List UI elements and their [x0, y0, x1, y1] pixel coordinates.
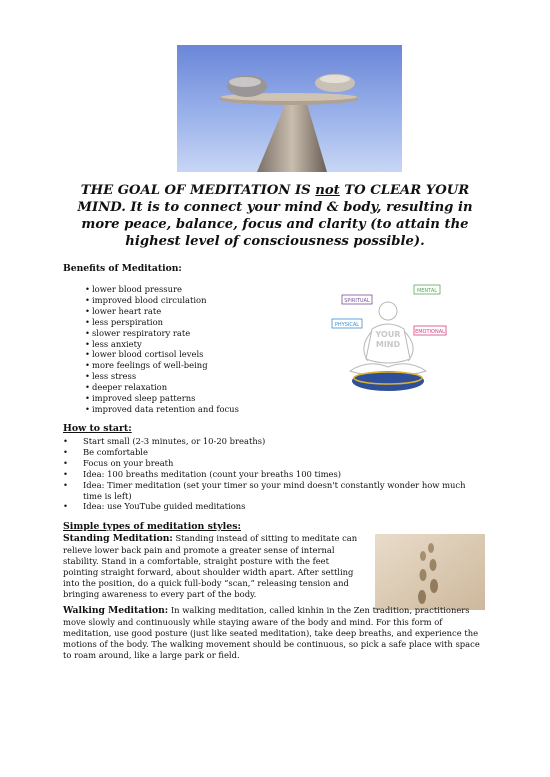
label-mental: MENTAL [416, 288, 438, 294]
meditation-figure-illustration [328, 281, 448, 399]
label-mind: MIND [375, 340, 401, 349]
emphasis-not: not [315, 183, 340, 198]
list-item: • more feelings of well-being [85, 360, 239, 371]
walking-meditation-paragraph: Walking Meditation: In walking meditation, called kinhin in the Zen tradition, practitioners move slowly and continuously while staying aware of the body and mind. For this form of meditation, use good posture (just like seated meditation), take deep breaths, and experience the motions of the body. The walking movement should be continuous, so pick a safe place with space to roam around, like a large park or field. [63, 605, 480, 660]
list-item: • Idea: 100 breaths meditation (count your breaths 100 times) [63, 469, 483, 480]
label-your: YOUR [375, 330, 401, 339]
list-item: • lower heart rate [85, 306, 239, 317]
list-item: • lower blood cortisol levels [85, 349, 239, 360]
benefits-list [85, 284, 239, 415]
list-item: • less anxiety [85, 339, 239, 350]
list-item: • improved sleep patterns [85, 393, 239, 404]
list-item: • Be comfortable [63, 447, 483, 458]
benefits-heading: Benefits of Meditation: [63, 263, 182, 274]
list-item: • Start small (2-3 minutes, or 10-20 breaths) [63, 436, 483, 447]
list-item: • Idea: use YouTube guided meditations [63, 501, 483, 512]
list-item: • deeper relaxation [85, 382, 239, 393]
list-item: • less stress [85, 371, 239, 382]
list-item: • Idea: Timer meditation (set your timer so your mind doesn't constantly wonder how much time is left) [63, 480, 483, 502]
list-item: • improved blood circulation [85, 295, 239, 306]
list-item: • slower respiratory rate [85, 328, 239, 339]
label-spiritual: SPIRITUAL [344, 298, 370, 304]
page-title: THE GOAL OF MEDITATION IS not TO CLEAR YOUR MIND. It is to connect your mind & body, resulting in more peace, balance, focus and clarity (to attain the highest level of consciousness possible). [77, 183, 473, 249]
list-item: • improved data retention and focus [85, 404, 239, 415]
label-physical: PHYSICAL [334, 322, 360, 328]
walking-meditation-title: Walking Meditation: [63, 605, 169, 616]
label-emotional: EMOTIONAL [415, 329, 445, 335]
standing-meditation-title: Standing Meditation: [63, 533, 173, 544]
footprints-in-sand-image [375, 534, 485, 610]
list-item: • less perspiration [85, 317, 239, 328]
list-item: • Focus on your breath [63, 458, 483, 469]
balanced-stones-image [177, 45, 402, 172]
styles-heading: Simple types of meditation styles: [63, 521, 241, 532]
how-to-start-heading: How to start: [63, 423, 132, 434]
how-to-start-list [63, 436, 483, 512]
standing-meditation-paragraph: Standing Meditation: Standing instead of sitting to meditate can relieve lower back pain and promote a greater sense of internal stability. Stand in a comfortable, straight posture with the feet pointing straight forward, about shoulder width apart. After settling into the position, do a quick full-body “scan,” releasing tension and bringing awareness to every part of the body. [63, 533, 358, 599]
list-item: • lower blood pressure [85, 284, 239, 295]
